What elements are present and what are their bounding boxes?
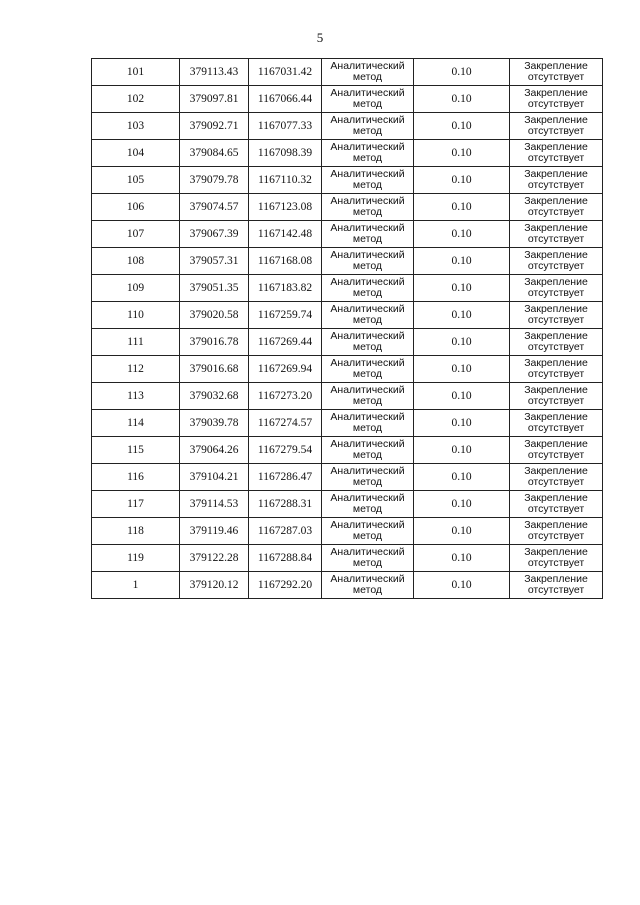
method-cell-line: Аналитический (330, 141, 405, 153)
table-row (92, 572, 603, 599)
method-cell-line: метод (352, 206, 383, 218)
y-coordinate-cell: 1167274.57 (249, 410, 322, 437)
method-cell-line: метод (352, 179, 383, 191)
accuracy-cell: 0.10 (414, 437, 510, 464)
fixing-cell-line: отсутствует (527, 584, 585, 596)
fixing-cell-line: отсутствует (527, 287, 585, 299)
point-number-cell: 117 (92, 491, 180, 518)
fixing-cell (510, 383, 603, 410)
accuracy-cell: 0.10 (414, 167, 510, 194)
x-coordinate-cell: 379039.78 (180, 410, 249, 437)
fixing-cell (510, 194, 603, 221)
fixing-cell-line: Закрепление (524, 384, 588, 396)
point-number-cell: 118 (92, 518, 180, 545)
fixing-cell-line: отсутствует (527, 368, 585, 380)
fixing-cell (510, 572, 603, 599)
fixing-cell (510, 545, 603, 572)
fixing-cell (510, 59, 603, 86)
x-coordinate-cell: 379051.35 (180, 275, 249, 302)
method-cell-line: Аналитический (330, 249, 405, 261)
method-cell-line: метод (352, 152, 383, 164)
method-cell (322, 59, 414, 86)
method-cell-line: метод (352, 71, 383, 83)
method-cell (322, 491, 414, 518)
y-coordinate-cell: 1167287.03 (249, 518, 322, 545)
point-number-cell: 116 (92, 464, 180, 491)
table-row (92, 86, 603, 113)
accuracy-cell: 0.10 (414, 248, 510, 275)
method-cell-line: Аналитический (330, 168, 405, 180)
fixing-cell-line: отсутствует (527, 71, 585, 83)
fixing-cell (510, 491, 603, 518)
x-coordinate-cell: 379120.12 (180, 572, 249, 599)
method-cell-line: метод (352, 233, 383, 245)
y-coordinate-cell: 1167269.94 (249, 356, 322, 383)
point-number-cell: 114 (92, 410, 180, 437)
y-coordinate-cell: 1167279.54 (249, 437, 322, 464)
x-coordinate-cell: 379084.65 (180, 140, 249, 167)
method-cell (322, 464, 414, 491)
point-number-cell: 109 (92, 275, 180, 302)
method-cell-line: метод (352, 503, 383, 515)
point-number-cell: 110 (92, 302, 180, 329)
x-coordinate-cell: 379104.21 (180, 464, 249, 491)
accuracy-cell: 0.10 (414, 113, 510, 140)
accuracy-cell: 0.10 (414, 572, 510, 599)
method-cell-line: метод (352, 584, 383, 596)
fixing-cell-line: Закрепление (524, 303, 588, 315)
method-cell (322, 167, 414, 194)
y-coordinate-cell: 1167110.32 (249, 167, 322, 194)
table-body (92, 59, 603, 599)
x-coordinate-cell: 379057.31 (180, 248, 249, 275)
fixing-cell-line: Закрепление (524, 195, 588, 207)
accuracy-cell: 0.10 (414, 518, 510, 545)
accuracy-cell: 0.10 (414, 59, 510, 86)
method-cell (322, 437, 414, 464)
x-coordinate-cell: 379079.78 (180, 167, 249, 194)
x-coordinate-cell: 379016.68 (180, 356, 249, 383)
method-cell-line: Аналитический (330, 411, 405, 423)
accuracy-cell: 0.10 (414, 140, 510, 167)
fixing-cell-line: отсутствует (527, 557, 585, 569)
method-cell-line: метод (352, 476, 383, 488)
accuracy-cell: 0.10 (414, 545, 510, 572)
point-number-cell: 1 (92, 572, 180, 599)
method-cell-line: метод (352, 530, 383, 542)
fixing-cell-line: Закрепление (524, 546, 588, 558)
fixing-cell-line: Закрепление (524, 141, 588, 153)
point-number-cell: 113 (92, 383, 180, 410)
accuracy-cell: 0.10 (414, 302, 510, 329)
table-row (92, 302, 603, 329)
fixing-cell-line: Закрепление (524, 438, 588, 450)
fixing-cell-line: Закрепление (524, 114, 588, 126)
fixing-cell-line: Закрепление (524, 168, 588, 180)
point-number-cell: 108 (92, 248, 180, 275)
y-coordinate-cell: 1167168.08 (249, 248, 322, 275)
method-cell-line: Аналитический (330, 222, 405, 234)
point-number-cell: 107 (92, 221, 180, 248)
fixing-cell (510, 410, 603, 437)
fixing-cell-line: Закрепление (524, 519, 588, 531)
fixing-cell-line: Закрепление (524, 330, 588, 342)
accuracy-cell: 0.10 (414, 275, 510, 302)
method-cell (322, 221, 414, 248)
y-coordinate-cell: 1167066.44 (249, 86, 322, 113)
fixing-cell-line: отсутствует (527, 152, 585, 164)
accuracy-cell: 0.10 (414, 194, 510, 221)
point-number-cell: 105 (92, 167, 180, 194)
y-coordinate-cell: 1167288.84 (249, 545, 322, 572)
y-coordinate-cell: 1167123.08 (249, 194, 322, 221)
x-coordinate-cell: 379074.57 (180, 194, 249, 221)
table-row (92, 167, 603, 194)
table-row (92, 113, 603, 140)
method-cell (322, 194, 414, 221)
method-cell-line: Аналитический (330, 384, 405, 396)
method-cell-line: метод (352, 125, 383, 137)
method-cell-line: метод (352, 557, 383, 569)
y-coordinate-cell: 1167288.31 (249, 491, 322, 518)
table-row (92, 248, 603, 275)
accuracy-cell: 0.10 (414, 410, 510, 437)
table-row (92, 491, 603, 518)
x-coordinate-cell: 379113.43 (180, 59, 249, 86)
point-number-cell: 103 (92, 113, 180, 140)
table-row (92, 140, 603, 167)
table-row (92, 194, 603, 221)
accuracy-cell: 0.10 (414, 464, 510, 491)
fixing-cell (510, 518, 603, 545)
fixing-cell-line: отсутствует (527, 449, 585, 461)
fixing-cell-line: Закрепление (524, 60, 588, 72)
accuracy-cell: 0.10 (414, 356, 510, 383)
fixing-cell-line: отсутствует (527, 125, 585, 137)
fixing-cell (510, 302, 603, 329)
fixing-cell-line: Закрепление (524, 87, 588, 99)
method-cell (322, 248, 414, 275)
table-row (92, 518, 603, 545)
y-coordinate-cell: 1167183.82 (249, 275, 322, 302)
fixing-cell-line: Закрепление (524, 249, 588, 261)
fixing-cell-line: отсутствует (527, 260, 585, 272)
accuracy-cell: 0.10 (414, 329, 510, 356)
y-coordinate-cell: 1167031.42 (249, 59, 322, 86)
x-coordinate-cell: 379097.81 (180, 86, 249, 113)
fixing-cell-line: отсутствует (527, 503, 585, 515)
method-cell-line: Аналитический (330, 519, 405, 531)
x-coordinate-cell: 379122.28 (180, 545, 249, 572)
accuracy-cell: 0.10 (414, 221, 510, 248)
point-number-cell: 106 (92, 194, 180, 221)
method-cell-line: метод (352, 449, 383, 461)
x-coordinate-cell: 379092.71 (180, 113, 249, 140)
table-row (92, 275, 603, 302)
method-cell-line: Аналитический (330, 357, 405, 369)
x-coordinate-cell: 379114.53 (180, 491, 249, 518)
x-coordinate-cell: 379016.78 (180, 329, 249, 356)
fixing-cell-line: Закрепление (524, 276, 588, 288)
method-cell-line: Аналитический (330, 87, 405, 99)
fixing-cell-line: отсутствует (527, 530, 585, 542)
method-cell-line: Аналитический (330, 546, 405, 558)
method-cell-line: метод (352, 368, 383, 380)
method-cell (322, 356, 414, 383)
fixing-cell-line: отсутствует (527, 206, 585, 218)
fixing-cell-line: отсутствует (527, 476, 585, 488)
fixing-cell-line: Закрепление (524, 465, 588, 477)
y-coordinate-cell: 1167292.20 (249, 572, 322, 599)
method-cell-line: Аналитический (330, 60, 405, 72)
point-number-cell: 115 (92, 437, 180, 464)
method-cell-line: Аналитический (330, 330, 405, 342)
fixing-cell-line: Закрепление (524, 573, 588, 585)
fixing-cell (510, 329, 603, 356)
y-coordinate-cell: 1167077.33 (249, 113, 322, 140)
method-cell (322, 86, 414, 113)
method-cell-line: метод (352, 260, 383, 272)
method-cell-line: Аналитический (330, 465, 405, 477)
fixing-cell (510, 221, 603, 248)
method-cell (322, 302, 414, 329)
fixing-cell-line: Закрепление (524, 492, 588, 504)
x-coordinate-cell: 379064.26 (180, 437, 249, 464)
method-cell (322, 572, 414, 599)
method-cell-line: Аналитический (330, 276, 405, 288)
fixing-cell-line: отсутствует (527, 314, 585, 326)
method-cell (322, 329, 414, 356)
fixing-cell (510, 86, 603, 113)
method-cell-line: метод (352, 287, 383, 299)
method-cell-line: метод (352, 314, 383, 326)
table-row (92, 329, 603, 356)
y-coordinate-cell: 1167269.44 (249, 329, 322, 356)
accuracy-cell: 0.10 (414, 86, 510, 113)
x-coordinate-cell: 379119.46 (180, 518, 249, 545)
fixing-cell-line: отсутствует (527, 395, 585, 407)
coordinates-table (91, 58, 603, 599)
method-cell (322, 140, 414, 167)
table-row (92, 59, 603, 86)
method-cell (322, 518, 414, 545)
method-cell-line: метод (352, 98, 383, 110)
fixing-cell-line: отсутствует (527, 98, 585, 110)
method-cell (322, 410, 414, 437)
fixing-cell (510, 140, 603, 167)
method-cell-line: Аналитический (330, 573, 405, 585)
method-cell-line: Аналитический (330, 492, 405, 504)
fixing-cell-line: отсутствует (527, 422, 585, 434)
point-number-cell: 119 (92, 545, 180, 572)
method-cell-line: Аналитический (330, 303, 405, 315)
x-coordinate-cell: 379020.58 (180, 302, 249, 329)
fixing-cell-line: Закрепление (524, 411, 588, 423)
table-row (92, 410, 603, 437)
fixing-cell-line: отсутствует (527, 233, 585, 245)
method-cell-line: Аналитический (330, 195, 405, 207)
fixing-cell (510, 464, 603, 491)
method-cell (322, 383, 414, 410)
fixing-cell (510, 248, 603, 275)
method-cell-line: метод (352, 395, 383, 407)
table-row (92, 464, 603, 491)
method-cell-line: Аналитический (330, 114, 405, 126)
method-cell-line: Аналитический (330, 438, 405, 450)
x-coordinate-cell: 379067.39 (180, 221, 249, 248)
table-row (92, 383, 603, 410)
y-coordinate-cell: 1167259.74 (249, 302, 322, 329)
fixing-cell-line: Закрепление (524, 222, 588, 234)
point-number-cell: 111 (92, 329, 180, 356)
fixing-cell-line: отсутствует (527, 179, 585, 191)
table-row (92, 221, 603, 248)
y-coordinate-cell: 1167286.47 (249, 464, 322, 491)
method-cell (322, 545, 414, 572)
point-number-cell: 112 (92, 356, 180, 383)
point-number-cell: 101 (92, 59, 180, 86)
accuracy-cell: 0.10 (414, 383, 510, 410)
fixing-cell (510, 275, 603, 302)
method-cell (322, 113, 414, 140)
fixing-cell (510, 356, 603, 383)
method-cell (322, 275, 414, 302)
table-row (92, 356, 603, 383)
accuracy-cell: 0.10 (414, 491, 510, 518)
x-coordinate-cell: 379032.68 (180, 383, 249, 410)
point-number-cell: 102 (92, 86, 180, 113)
fixing-cell-line: отсутствует (527, 341, 585, 353)
fixing-cell (510, 113, 603, 140)
y-coordinate-cell: 1167098.39 (249, 140, 322, 167)
method-cell-line: метод (352, 422, 383, 434)
table-row (92, 437, 603, 464)
fixing-cell-line: Закрепление (524, 357, 588, 369)
table-row (92, 545, 603, 572)
point-number-cell: 104 (92, 140, 180, 167)
fixing-cell (510, 437, 603, 464)
fixing-cell (510, 167, 603, 194)
page-number: 5 (316, 30, 324, 45)
y-coordinate-cell: 1167273.20 (249, 383, 322, 410)
y-coordinate-cell: 1167142.48 (249, 221, 322, 248)
method-cell-line: метод (352, 341, 383, 353)
